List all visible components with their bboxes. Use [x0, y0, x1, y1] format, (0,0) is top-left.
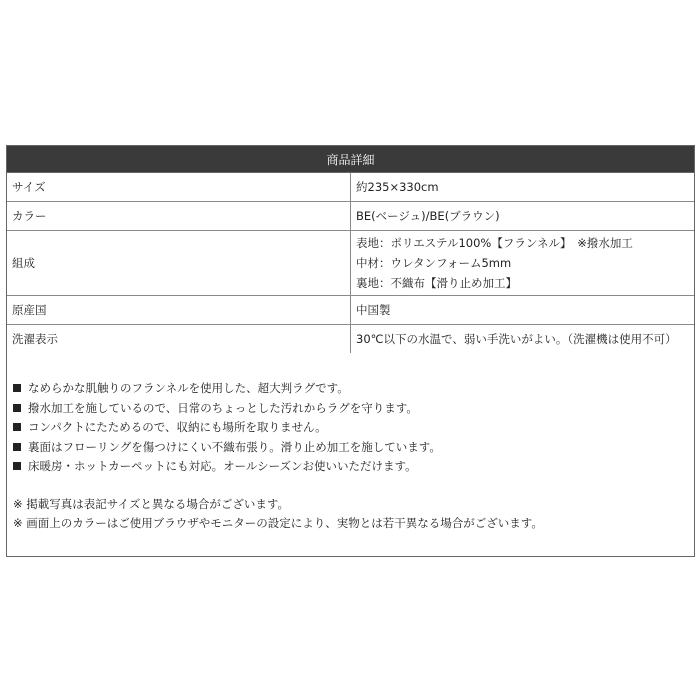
table-row	[7, 231, 694, 296]
list-item	[13, 418, 441, 438]
row-label-color: カラー	[7, 202, 351, 231]
table-row	[7, 202, 694, 231]
product-details-box	[6, 145, 695, 557]
square-bullet-icon	[13, 384, 21, 392]
row-value-color: BE(ベージュ)/BE(ブラウン)	[351, 202, 695, 231]
square-bullet-icon	[13, 423, 21, 431]
list-item	[13, 438, 441, 458]
table-row	[7, 173, 694, 202]
feature-list	[13, 379, 441, 477]
row-value-composition	[351, 231, 695, 296]
table-row	[7, 325, 694, 354]
notes	[13, 495, 543, 533]
square-bullet-icon	[13, 404, 21, 412]
note-color-display: ※ 画面上のカラーはご使用ブラウザやモニターの設定により、実物とは若干異なる場合がございます。	[13, 516, 543, 530]
composition-line-filling: 中材：ウレタンフォーム5mm	[356, 256, 512, 270]
feature-text: コンパクトにたためるので、収納にも場所を取りません。	[28, 420, 327, 434]
list-item	[13, 399, 441, 419]
note-photo-size: ※ 掲載写真は表記サイズと異なる場合がございます。	[13, 497, 289, 511]
row-value-washing: 30℃以下の水温で、弱い手洗いがよい。（洗濯機は使用不可）	[351, 325, 695, 354]
row-label-washing: 洗濯表示	[7, 325, 351, 354]
row-label-origin: 原産国	[7, 296, 351, 325]
square-bullet-icon	[13, 443, 21, 451]
feature-text: 床暖房・ホットカーペットにも対応。オールシーズンお使いいただけます。	[28, 459, 417, 473]
table-row	[7, 296, 694, 325]
feature-text: 裏面はフローリングを傷つけにくい不織布張り。滑り止め加工を施しています。	[28, 439, 441, 454]
row-label-size: サイズ	[7, 173, 351, 202]
square-bullet-icon	[13, 462, 21, 470]
row-label-composition: 組成	[7, 231, 351, 296]
row-value-origin: 中国製	[351, 296, 695, 325]
composition-line-backing: 裏地：不織布【滑り止め加工】	[356, 276, 517, 290]
table-header: 商品詳細	[7, 146, 694, 173]
list-item	[13, 379, 441, 399]
composition-line-surface: 表地：ポリエステル100%【フランネル】 ※撥水加工	[356, 236, 633, 250]
row-value-size: 約235×330cm	[351, 173, 695, 202]
list-item	[13, 457, 441, 477]
feature-text: 撥水加工を施しているので、日常のちょっとした汚れからラグを守ります。	[28, 400, 418, 415]
feature-text: なめらかな肌触りのフランネルを使用した、超大判ラグです。	[28, 381, 349, 395]
spec-table	[7, 146, 694, 353]
